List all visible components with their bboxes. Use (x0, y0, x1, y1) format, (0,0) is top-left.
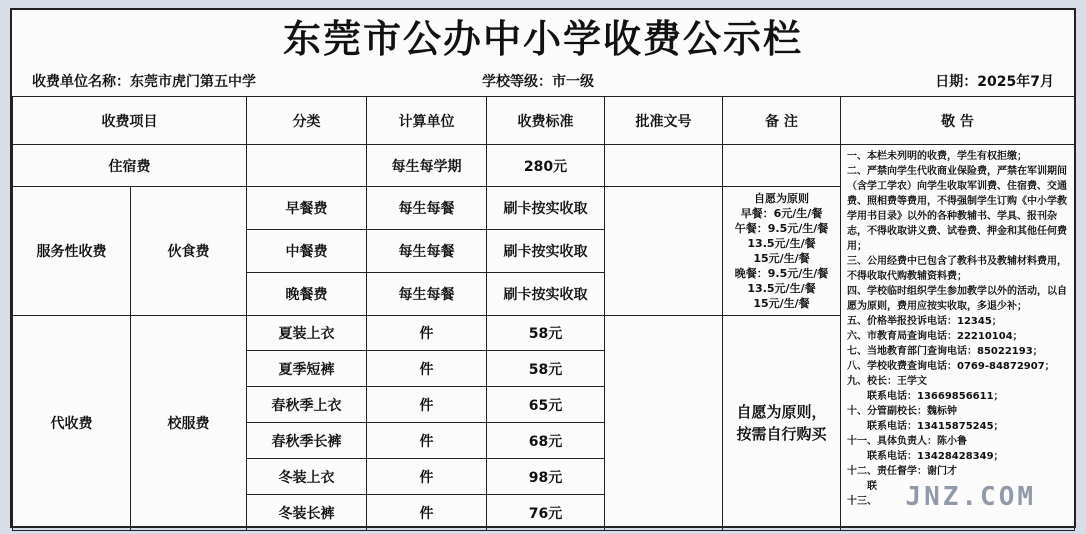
school-level: 学校等级：市一级 (482, 74, 594, 90)
uniform-price: 76元 (487, 495, 605, 531)
cell-approval (605, 145, 723, 187)
uniform-unit: 件 (367, 495, 487, 531)
header-unit: 计算单位 (367, 97, 487, 145)
uniform-price: 98元 (487, 459, 605, 495)
notice-text: 一、本栏未列明的收费，学生有权拒缴； 二、严禁向学生代收商业保险费，严禁在军训期间（含学工学农）向学生收取军训费、住宿费、交通费、照相费等费用，不得强制学生订购《中小学教学用书目录》以外的各种教辅书、学具、报刊杂志，不得收取讲义费、试卷费、押金和其他任何费用； 三、公用经费中已包含了教科书及教辅材料费用，不得收取代购教辅资料费； 四、学校临时组织学生参加教学以外的活动，以自愿为原则，费用应按实收取，多退少补； 五、价格举报投诉电话：12345； 六、市教育局查询电话：22210104； 七、当地教育部门查询电话：85022193； 八、学校收费查询电话：0769-84872907； 九、校长：王学文 联系电话：13669856611； 十、分管副校长：魏标钟 联系电话：13415875245； 十一、具体负责人：陈小鲁 联系电话：13428428349； 十二、责任督学：谢门才 联 十三、 (841, 145, 1075, 531)
uniform-remark: 自愿为原则， 按需自行购买 (723, 316, 841, 531)
meal-name: 晚餐费 (247, 273, 367, 316)
header-approval: 批准文号 (605, 97, 723, 145)
header-standard: 收费标准 (487, 97, 605, 145)
table-row (13, 145, 1075, 187)
accommodation-price: 280元 (487, 145, 605, 187)
uniform-unit: 件 (367, 351, 487, 387)
uniform-name: 春秋季长裤 (247, 423, 367, 459)
school-name: 收费单位名称：东莞市虎门第五中学 (32, 74, 256, 90)
accommodation-item: 住宿费 (13, 145, 247, 187)
notice-date: 日期：2025年7月 (935, 74, 1054, 90)
fee-notice-board (10, 8, 1076, 528)
meal-price: 刷卡按实收取 (487, 230, 605, 273)
cell-approval (605, 316, 723, 531)
meal-name: 早餐费 (247, 187, 367, 230)
service-sub: 伙食费 (131, 187, 247, 316)
page-title: 东莞市公办中小学收费公示栏 (282, 17, 803, 61)
uniform-price: 65元 (487, 387, 605, 423)
header-fee-item: 收费项目 (13, 97, 247, 145)
uniform-name: 春秋季上衣 (247, 387, 367, 423)
uniform-price: 58元 (487, 351, 605, 387)
meal-remark: 自愿为原则 早餐：6元/生/餐 午餐：9.5元/生/餐 13.5元/生/餐 15元/生/餐 晚餐：9.5元/生/餐 13.5元/生/餐 15元/生/餐 (723, 187, 841, 316)
collect-sub: 校服费 (131, 316, 247, 531)
meal-name: 中餐费 (247, 230, 367, 273)
uniform-price: 68元 (487, 423, 605, 459)
cell-remark (723, 145, 841, 187)
service-category: 服务性收费 (13, 187, 131, 316)
collect-category: 代收费 (13, 316, 131, 531)
fee-table (12, 96, 1075, 531)
uniform-name: 冬装长裤 (247, 495, 367, 531)
uniform-name: 夏装上衣 (247, 316, 367, 351)
meal-price: 刷卡按实收取 (487, 187, 605, 230)
uniform-unit: 件 (367, 316, 487, 351)
meal-unit: 每生每餐 (367, 187, 487, 230)
meal-unit: 每生每餐 (367, 273, 487, 316)
uniform-name: 夏季短裤 (247, 351, 367, 387)
meal-price: 刷卡按实收取 (487, 273, 605, 316)
uniform-price: 58元 (487, 316, 605, 351)
uniform-name: 冬装上衣 (247, 459, 367, 495)
header-category: 分类 (247, 97, 367, 145)
site-watermark: JNZ.COM (905, 482, 1036, 512)
cell-category (247, 145, 367, 187)
header-row (13, 97, 1075, 145)
accommodation-unit: 每生每学期 (367, 145, 487, 187)
cell-approval (605, 187, 723, 316)
header-notice: 敬 告 (841, 97, 1075, 145)
header-remark: 备 注 (723, 97, 841, 145)
uniform-unit: 件 (367, 387, 487, 423)
meal-unit: 每生每餐 (367, 230, 487, 273)
uniform-unit: 件 (367, 423, 487, 459)
uniform-unit: 件 (367, 459, 487, 495)
